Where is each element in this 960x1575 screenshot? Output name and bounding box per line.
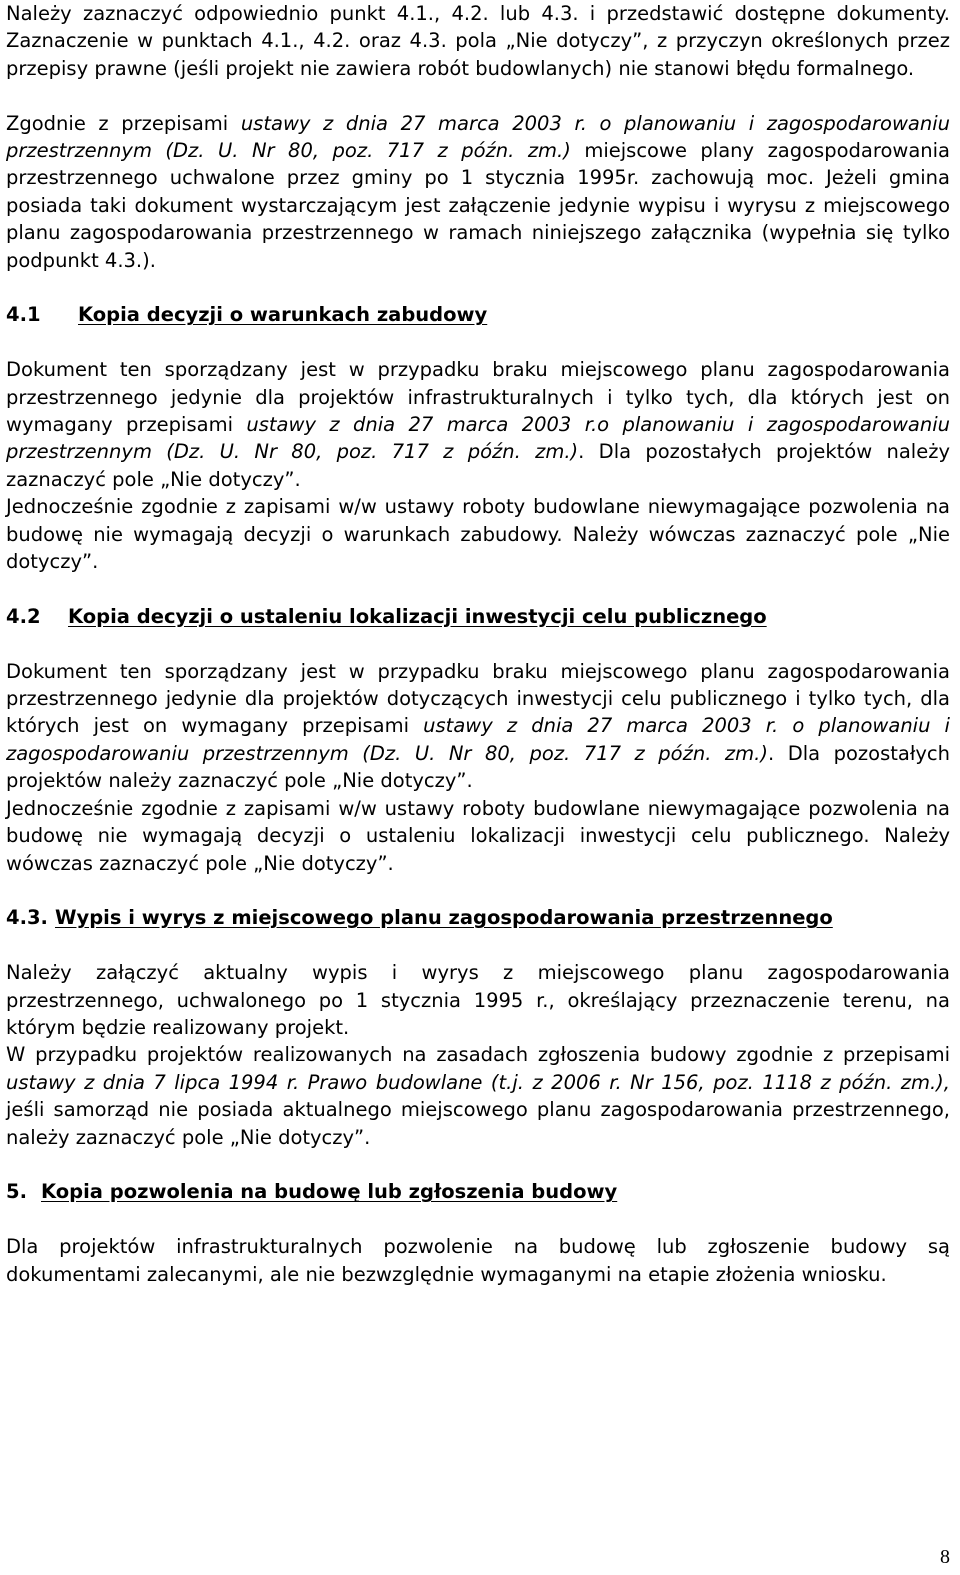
law-citation: ustawy z dnia 27 marca 2003 r.o planowaniu i zagospodarowaniu przestrzennym (Dz. U. Nr 80, poz. 717 z późn. zm.): [6, 413, 950, 464]
spacer: [6, 1206, 950, 1233]
text-run: W przypadku projektów realizowanych na zasadach zgłoszenia budowy zgodnie z przepisami: [6, 1043, 950, 1067]
text-run: . Dla pozostałych projektów należy zaznaczyć pole „Nie dotyczy”.: [6, 440, 950, 491]
spacer: [6, 329, 950, 356]
section-title: Wypis i wyrys z miejscowego planu zagospodarowania przestrzennego: [55, 906, 833, 930]
spacer: [6, 274, 950, 301]
spacer: [6, 82, 950, 109]
section-4-1-note: Jednocześnie zgodnie z zapisami w/w ustawy roboty budowlane niewymagające pozwolenia na budowę nie wymagają decyzji o warunkach zabudowy. Należy wówczas zaznaczyć pole „Nie dotyczy”.: [6, 495, 950, 574]
section-title: Kopia decyzji o ustaleniu lokalizacji inwestycji celu publicznego: [68, 604, 767, 628]
section-number: 5.: [6, 1180, 27, 1204]
section-heading-5: [6, 1178, 950, 1205]
spacer: [6, 877, 950, 904]
section-number: 4.3.: [6, 906, 48, 930]
section-heading-4-3: [6, 904, 950, 931]
text-run: miejscowe plany zagospodarowania przestrzennego uchwalone przez gminy po 1 stycznia 1995r. zachowują moc. Jeżeli gmina posiada taki dokument wystarczającym jest załączenie jedynie wypisu i wyrysu z miejscowego planu zagospodarowania przestrzennego w ramach niniejszego załącznika (wypełnia się tylko podpunkt 4.3.).: [6, 139, 950, 272]
text-run: jeśli samorząd nie posiada aktualnego miejscowego planu zagospodarowania przestrzennego, należy zaznaczyć pole „Nie dotyczy”.: [6, 1098, 950, 1149]
law-citation: ustawy z dnia 7 lipca 1994 r. Prawo budowlane (t.j. z 2006 r. Nr 156, poz. 1118 z późn. zm.),: [6, 1070, 950, 1094]
section-title: Kopia pozwolenia na budowę lub zgłoszenia budowy: [41, 1180, 618, 1204]
section-4-3-note: [6, 1041, 950, 1151]
text-run: Dokument ten sporządzany jest w przypadku braku miejscowego planu zagospodarowania przestrzennego jedynie dla projektów dotyczących inwestycji celu publicznego i tylko tych, dla których jest on wymagany przepisami: [6, 659, 950, 738]
text-run: Dokument ten sporządzany jest w przypadku braku miejscowego planu zagospodarowania przestrzennego jedynie dla projektów infrastrukturalnych i tylko tych, dla których jest on wymagany przepisami: [6, 358, 950, 437]
spacer: [6, 932, 950, 959]
text-run: . Dla pozostałych projektów należy zaznaczyć pole „Nie dotyczy”.: [6, 741, 950, 793]
law-citation: ustawy z dnia 27 marca 2003 r. o planowaniu i zagospodarowaniu przestrzennym (Dz. U. Nr 80, poz. 717 z późn. zm.): [6, 714, 950, 765]
zoning-law-paragraph: [6, 110, 950, 274]
section-heading-4-2: [6, 603, 950, 630]
page-number: 8: [940, 1546, 950, 1568]
spacer: [6, 575, 950, 602]
law-citation: ustawy z dnia 27 marca 2003 r. o planowaniu i zagospodarowaniu przestrzennym (Dz. U. Nr 80, poz. 717 z późn. zm.): [6, 111, 950, 163]
section-4-3-paragraph: Należy załączyć aktualny wypis i wyrys z miejscowego planu zagospodarowania przestrzennego, uchwalonego po 1 stycznia 1995 r., określający przeznaczenie terenu, na którym będzie realizowany projekt.: [6, 961, 950, 1039]
section-number: 4.1: [6, 303, 41, 327]
document-page: [6, 0, 950, 1288]
section-4-2-note: Jednocześnie zgodnie z zapisami w/w ustawy roboty budowlane niewymagające pozwolenia na budowę nie wymagają decyzji o ustaleniu lokalizacji inwestycji celu publicznego. Należy wówczas zaznaczyć pole „Nie dotyczy”.: [6, 796, 950, 875]
spacer: [6, 630, 950, 657]
section-4-2-paragraph: [6, 658, 950, 795]
text-run: Zgodnie z przepisami: [6, 111, 241, 135]
section-5-paragraph: Dla projektów infrastrukturalnych pozwolenie na budowę lub zgłoszenie budowy są dokumentami zalecanymi, ale nie bezwzględnie wymaganymi na etapie złożenia wniosku.: [6, 1235, 950, 1286]
section-number: 4.2: [6, 604, 41, 628]
section-title: Kopia decyzji o warunkach zabudowy: [78, 303, 488, 327]
intro-paragraph: Należy zaznaczyć odpowiednio punkt 4.1., 4.2. lub 4.3. i przedstawić dostępne dokumenty. Zaznaczenie w punktach 4.1., 4.2. oraz 4.3. pola „Nie dotyczy”, z przyczyn określonych przez przepisy prawne (jeśli projekt nie zawiera robót budowlanych) nie stanowi błędu formalnego.: [6, 2, 950, 80]
section-4-1-paragraph: [6, 356, 950, 493]
section-heading-4-1: [6, 301, 950, 328]
spacer: [6, 1151, 950, 1178]
